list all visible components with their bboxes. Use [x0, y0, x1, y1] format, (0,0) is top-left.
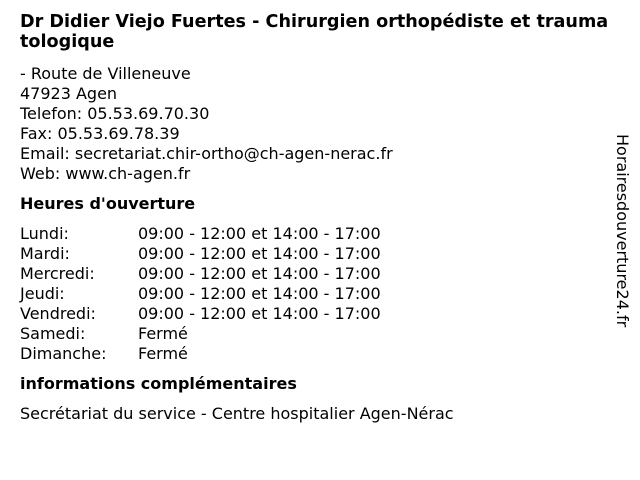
day-hours: 09:00 - 12:00 et 14:00 - 17:00 [138, 264, 381, 283]
additional-info-heading: informations complémentaires [20, 374, 297, 393]
day-label: Mardi: [20, 244, 70, 263]
listing-page [20, 12, 610, 424]
opening-hours-heading: Heures d'ouverture [20, 194, 196, 213]
site-watermark [612, 134, 634, 344]
day-hours: Fermé [138, 324, 188, 343]
email-address: Email: secretariat.chir-ortho@ch-agen-nerac.fr [20, 144, 393, 163]
hours-row [20, 264, 610, 284]
day-label: Dimanche: [20, 344, 107, 363]
day-label: Mercredi: [20, 264, 95, 283]
page-title: Dr Didier Viejo Fuertes - Chirurgien orthopédiste et traumatologique [20, 12, 609, 52]
day-hours: 09:00 - 12:00 et 14:00 - 17:00 [138, 284, 381, 303]
hours-row [20, 224, 610, 244]
day-hours: 09:00 - 12:00 et 14:00 - 17:00 [138, 244, 381, 263]
opening-hours-table [20, 224, 610, 364]
hours-row [20, 284, 610, 304]
phone-number: Telefon: 05.53.69.70.30 [20, 104, 210, 123]
day-hours: 09:00 - 12:00 et 14:00 - 17:00 [138, 304, 381, 323]
website: Web: www.ch-agen.fr [20, 164, 191, 183]
city-postcode: 47923 Agen [20, 84, 118, 103]
hours-row [20, 344, 610, 364]
hours-row [20, 304, 610, 324]
day-label: Jeudi: [20, 284, 65, 303]
hours-row [20, 244, 610, 264]
street-address: - Route de Villeneuve [20, 64, 191, 83]
day-hours: 09:00 - 12:00 et 14:00 - 17:00 [138, 224, 381, 243]
day-label: Vendredi: [20, 304, 96, 323]
additional-info-text: Secrétariat du service - Centre hospitalier Agen-Nérac [20, 404, 454, 423]
day-hours: Fermé [138, 344, 188, 363]
hours-row [20, 324, 610, 344]
day-label: Lundi: [20, 224, 69, 243]
address-block [20, 64, 610, 184]
fax-number: Fax: 05.53.69.78.39 [20, 124, 180, 143]
day-label: Samedi: [20, 324, 86, 343]
site-watermark-text: Horairesdouverture24.fr [613, 134, 632, 328]
